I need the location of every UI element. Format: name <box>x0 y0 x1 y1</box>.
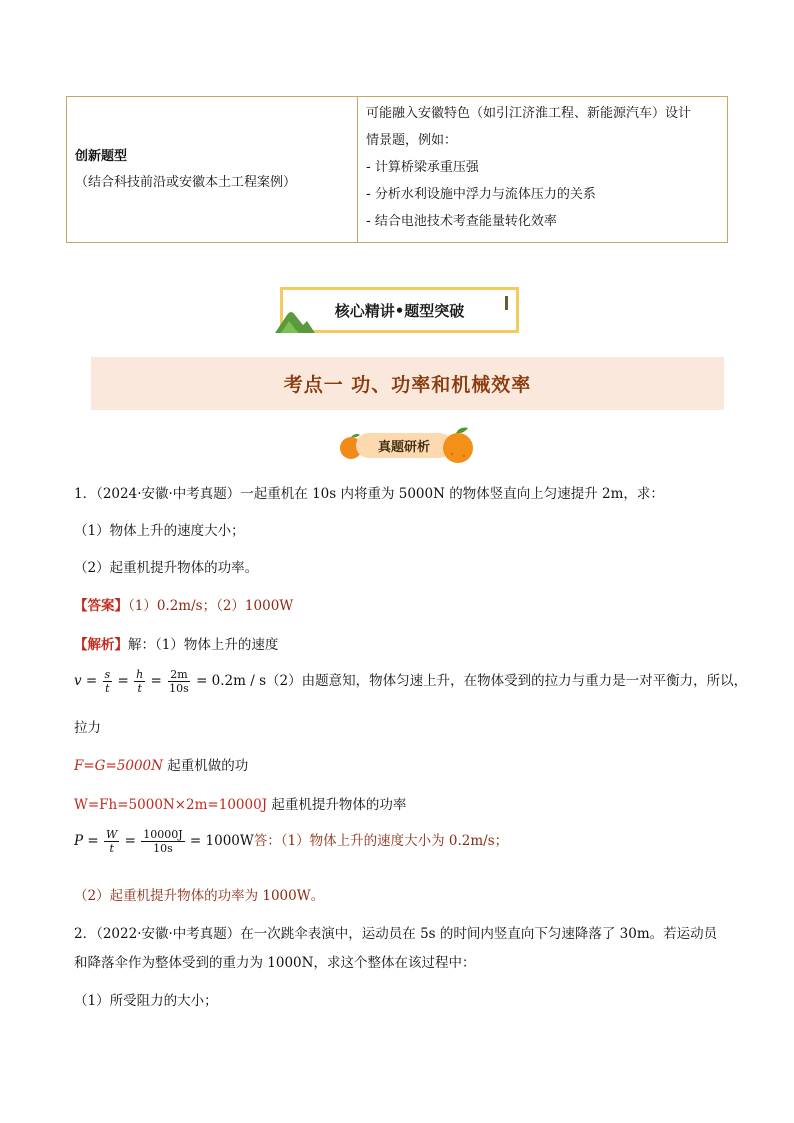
badge-bar-decoration <box>505 296 508 310</box>
q1-part2: （2）起重机提升物体的功率。 <box>74 560 259 576</box>
q1-answer-line <box>74 594 293 614</box>
section-badge-label: 核心精讲•题型突破 <box>334 301 465 320</box>
formula-result: = 1000W <box>189 833 254 849</box>
fraction-w-over-t <box>104 828 119 855</box>
answer-text: （1）0.2m/s；（2）1000W <box>128 598 294 614</box>
q1-stem: 1．（2024·安徽·中考真题）一起重机在 10s 内将重为 5000N 的物体竖直向上匀速提升 2m，求： <box>74 486 664 502</box>
fraction-2m-over-10s <box>167 668 191 695</box>
pill-label: 真题研析 <box>377 440 430 455</box>
formula-result: = 0.2m / s <box>196 673 266 689</box>
innovation-table <box>66 96 728 243</box>
frac-num: 10000J <box>143 828 183 841</box>
formula-after: 答：（1）物体上升的速度大小为 0.2m/s； <box>253 833 509 849</box>
q1-power-formula-line: P = $\frac{W}{t}$ = $\frac{10000J}{10s}$ = 1000W答：（1）物体上升的速度大小为 0.2m/s； <box>74 828 509 855</box>
w-after: 起重机提升物体的功率 <box>267 797 407 813</box>
var-v: v <box>74 673 82 689</box>
table-left-cell <box>67 97 358 242</box>
w-equation: W=Fh=5000N×2m=10000J <box>74 797 268 813</box>
table-left-subtitle: （结合科技前沿或安徽本土工程案例） <box>75 174 297 190</box>
table-line: - 结合电池技术考查能量转化效率 <box>366 214 557 229</box>
frac-den: t <box>105 682 110 695</box>
pill-background <box>356 433 452 458</box>
topic-heading-banner <box>91 357 724 410</box>
analysis-text: 解：（1）物体上升的速度 <box>128 637 279 653</box>
orange-fruit-icon <box>442 426 474 464</box>
frac-den: 10s <box>153 842 173 855</box>
q1-part1: （1）物体上升的速度大小； <box>74 523 245 539</box>
fraction-10000j-over-10s <box>141 828 184 855</box>
q1-w-line <box>74 793 406 813</box>
q2-part1: （1）所受阻力的大小； <box>74 993 218 1009</box>
fg-equation: F=G=5000N <box>74 758 163 774</box>
q1-analysis-line <box>74 633 278 653</box>
frac-den: t <box>109 842 114 855</box>
table-line: 可能融入安徽特色（如引江济淮工程、新能源汽车）设计 <box>366 106 692 121</box>
fg-after: 起重机做的功 <box>162 758 249 774</box>
q2-line2: 和降落伞作为整体受到的重力为 1000N，求这个整体在该过程中： <box>74 955 476 971</box>
var-p: P <box>74 833 84 849</box>
section-badge <box>280 287 519 333</box>
fraction-s-over-t <box>103 668 113 695</box>
q1-final-answer: （2）起重机提升物体的功率为 1000W。 <box>74 888 325 904</box>
frac-den: 10s <box>169 682 189 695</box>
q1-fg-line <box>74 754 248 774</box>
frac-num: 2m <box>170 668 188 681</box>
q2-line1: 2．（2022·安徽·中考真题）在一次跳伞表演中，运动员在 5s 的时间内竖直向下匀速降落了 30m。若运动员 <box>74 926 718 942</box>
q1-velocity-formula-line: v = $\frac{s}{t}$ = $\frac{h}{t}$ = $\frac{2m}{10s}$ = 0.2m / s（2）由题意知，物体匀速上升，在物体受到的拉力与重力是一对平衡力，所以， <box>74 668 748 695</box>
table-line: - 计算桥梁承重压强 <box>366 160 479 175</box>
table-right-cell <box>358 97 727 242</box>
frac-num: W <box>106 828 118 841</box>
topic-heading: 考点一 功、功率和机械效率 <box>283 374 532 396</box>
frac-num: s <box>104 668 111 681</box>
frac-num: h <box>136 668 144 681</box>
frac-den: t <box>137 682 142 695</box>
real-exam-analysis-badge <box>338 426 474 464</box>
fraction-h-over-t <box>134 668 145 695</box>
table-line: 情景题，例如： <box>366 133 458 148</box>
answer-tag: 【答案】 <box>74 598 128 614</box>
table-line: - 分析水利设施中浮力与流体压力的关系 <box>366 187 596 202</box>
mountain-icon <box>275 309 315 333</box>
table-left-title: 创新题型 <box>75 148 128 164</box>
q1-lali: 拉力 <box>74 720 101 736</box>
formula-after: （2）由题意知，物体匀速上升，在物体受到的拉力与重力是一对平衡力，所以， <box>266 673 748 689</box>
analysis-tag: 【解析】 <box>74 637 128 653</box>
